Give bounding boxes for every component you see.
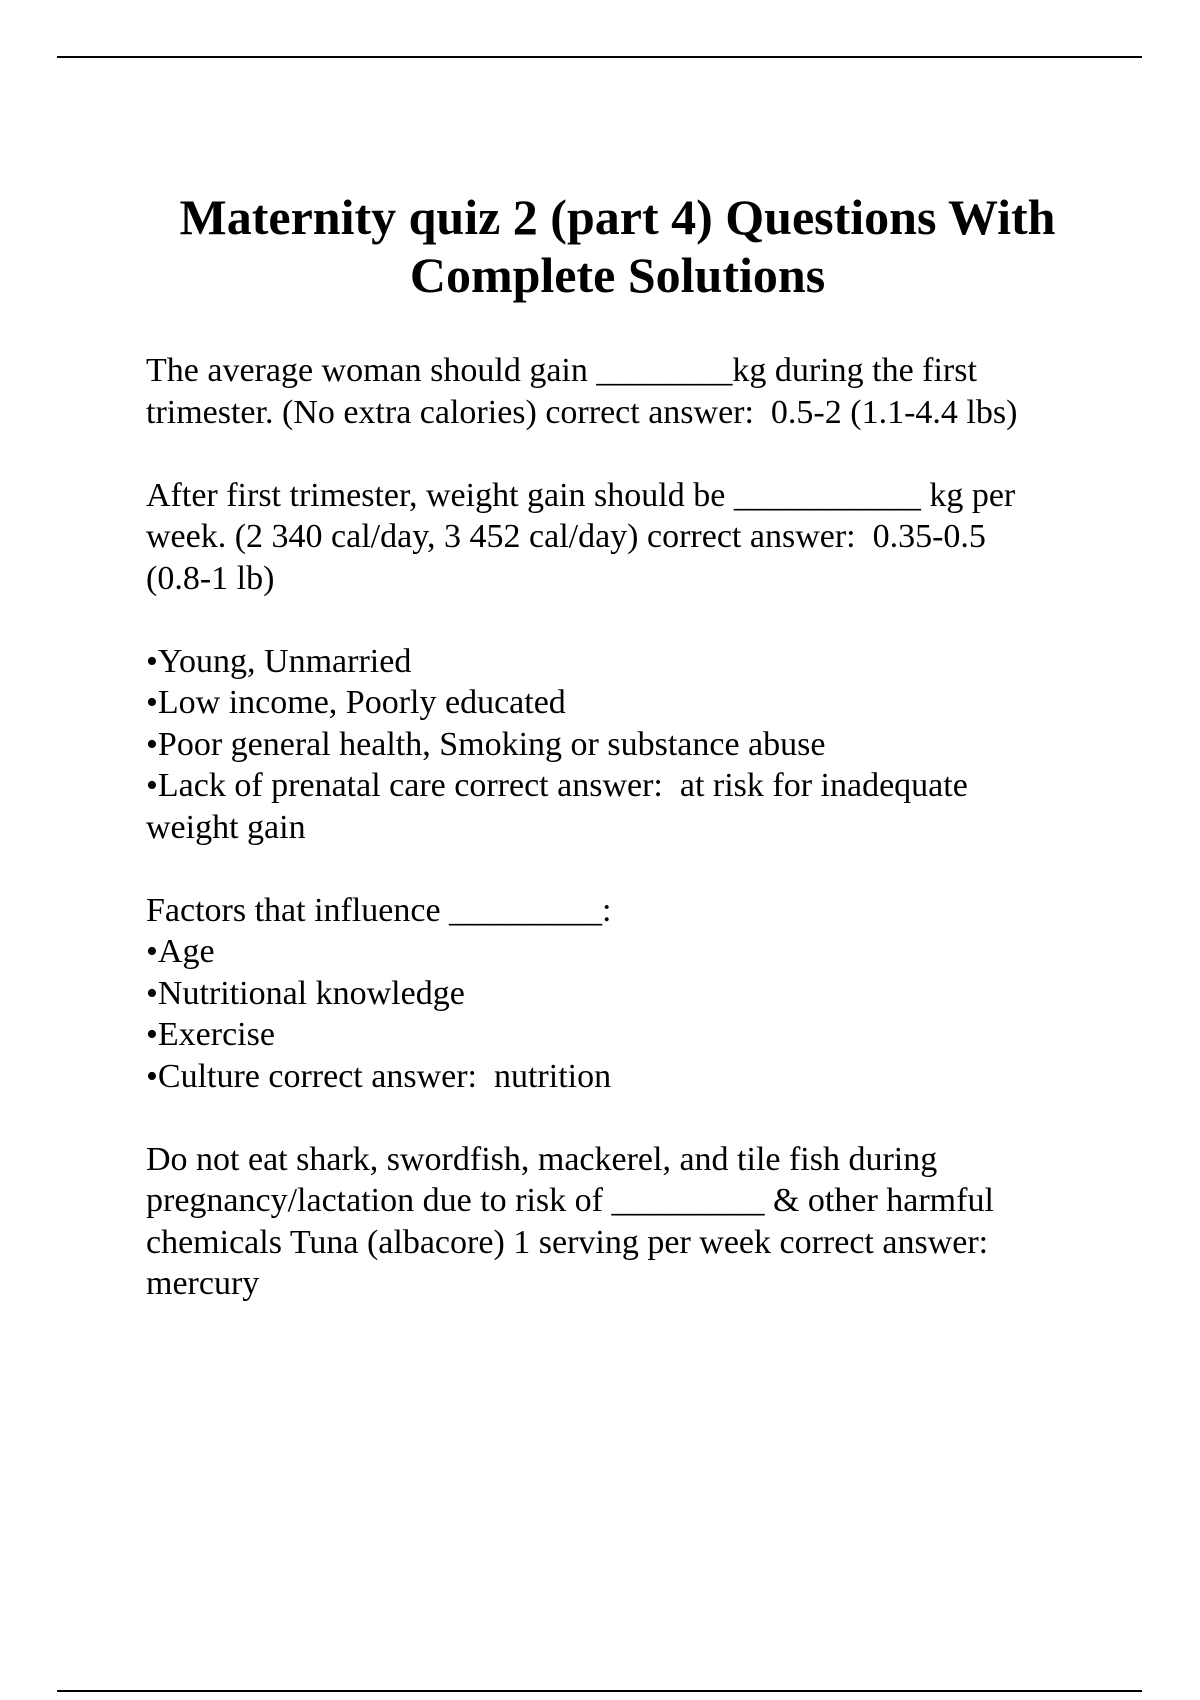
text-line: (0.8-1 lb)	[146, 559, 275, 597]
text-line: trimester. (No extra calories) correct answer: 0.5-2 (1.1-4.4 lbs)	[146, 393, 1018, 431]
list-item: •Poor general health, Smoking or substance abuse	[146, 725, 826, 763]
top-divider	[57, 56, 1142, 58]
text-line: chemicals Tuna (albacore) 1 serving per week correct answer:	[146, 1223, 989, 1261]
title-line: Maternity quiz 2 (part 4) Questions With	[179, 189, 1056, 245]
bottom-divider	[57, 1690, 1142, 1692]
question-block-weight-first-trimester	[146, 350, 1106, 433]
list-item: •Low income, Poorly educated	[146, 684, 566, 721]
list-item: •Lack of prenatal care correct answer: at risk for inadequate	[146, 767, 968, 804]
text-line: After first trimester, weight gain should be ___________ kg per	[146, 476, 1016, 514]
question-block-mercury	[146, 1139, 1106, 1305]
text-line: Factors that influence _________:	[146, 891, 612, 929]
title-line: Complete Solutions	[409, 247, 826, 303]
text-line: pregnancy/lactation due to risk of _________ & other harmful	[146, 1182, 994, 1219]
document-body	[146, 350, 1106, 1346]
text-line: mercury	[146, 1265, 260, 1302]
text-line: weight gain	[146, 808, 306, 846]
question-block-nutrition-factors	[146, 890, 1106, 1098]
text-line: week. (2 340 cal/day, 3 452 cal/day) correct answer: 0.35-0.5	[146, 518, 986, 555]
list-item: •Nutritional knowledge	[146, 974, 465, 1012]
list-item: •Exercise	[146, 1016, 275, 1053]
text-line: Do not eat shark, swordfish, mackerel, and tile fish during	[146, 1140, 938, 1178]
question-block-risk-factors	[146, 641, 1106, 849]
list-item: •Age	[146, 933, 215, 970]
text-line: The average woman should gain ________kg during the first	[146, 352, 977, 389]
list-item: •Young, Unmarried	[146, 642, 412, 680]
list-item: •Culture correct answer: nutrition	[146, 1057, 612, 1095]
page-title	[100, 188, 1135, 304]
question-block-weight-after-first-trimester	[146, 475, 1106, 600]
